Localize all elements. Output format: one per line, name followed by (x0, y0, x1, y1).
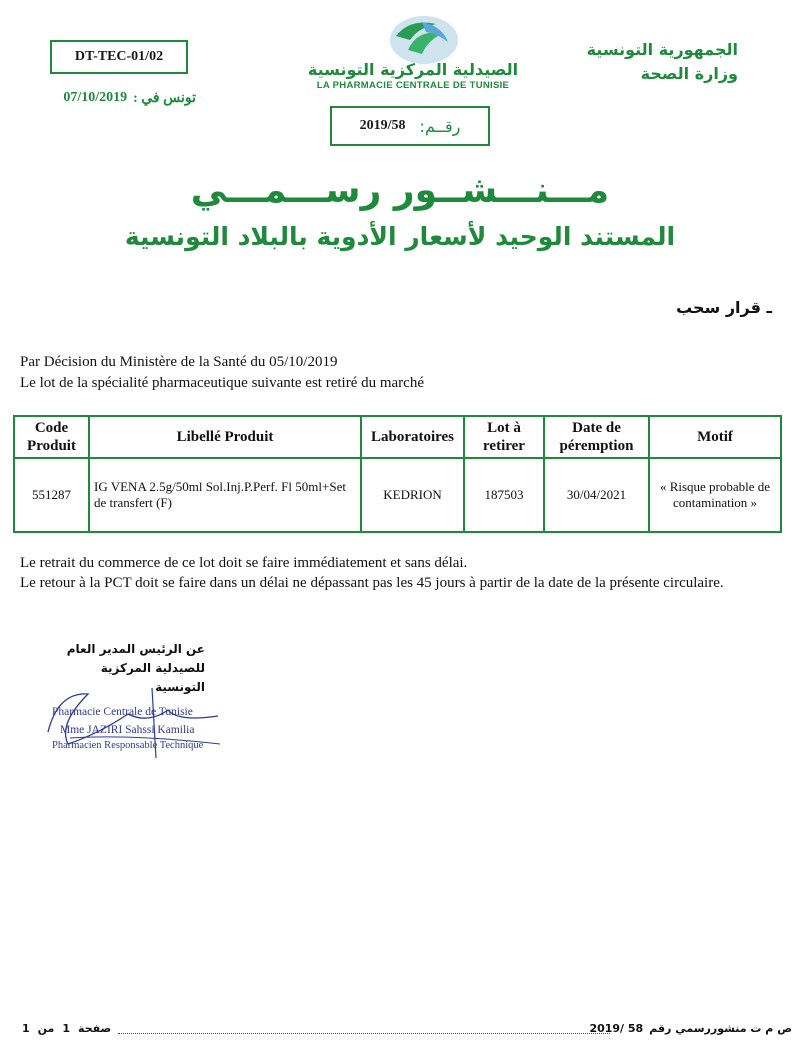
cell-libelle: IG VENA 2.5g/50ml Sol.Inj.P.Perf. Fl 50ml+Set de transfert (F) (89, 458, 361, 532)
footer-circular-number: 2019/ 58 (589, 1022, 644, 1035)
stamp-line-2: Mme JAZIRI Sahssi Kamilia (60, 724, 195, 736)
page-number: 1 (62, 1022, 71, 1035)
logo-name-fr: LA PHARMACIE CENTRALE DE TUNISIE (316, 80, 510, 91)
header-date: Date de péremption (544, 416, 649, 458)
withdrawal-notes (20, 553, 800, 593)
table-header-row (14, 416, 781, 458)
header-lot: Lot à retirer (464, 416, 544, 458)
signature-line-1: عن الرئيس المدير العام (66, 642, 205, 656)
cell-laboratoires: KEDRION (361, 458, 464, 532)
page-total: 1 (22, 1022, 30, 1035)
footer-circular-ref (589, 1022, 792, 1035)
header-code: Code Produit (14, 416, 89, 458)
page-of-label: من (37, 1022, 55, 1035)
page-indicator (22, 1022, 111, 1035)
government-heading (538, 38, 738, 86)
intro-text (20, 352, 780, 394)
page-label: صفحة (78, 1022, 112, 1035)
note-line-1: Le retrait du commerce de ce lot doit se faire immédiatement et sans délai. (20, 555, 468, 571)
republic-name: الجمهورية التونسية (586, 40, 738, 59)
circular-number-label: رقــم: (419, 116, 461, 136)
issue-date-label: تونس في : (133, 91, 196, 106)
withdrawal-table (13, 415, 782, 533)
cell-motif: « Risque probable de contamination » (649, 458, 781, 532)
circular-number-box (330, 106, 490, 146)
signature-line-2: للصيدلية المركزية التونسية (100, 661, 205, 694)
stamp-line-3: Pharmacien Responsable Technique (52, 740, 204, 751)
intro-line-1: Par Décision du Ministère de la Santé du 05/10/2019 (20, 354, 338, 370)
header-laboratoires: Laboratoires (361, 416, 464, 458)
note-line-2: Le retour à la PCT doit se faire dans un délai ne dépassant pas les 45 jours à partir de la date de la présente circulaire. (20, 575, 724, 591)
logo-name-ar: الصيدلية المركزية التونسية (307, 60, 519, 79)
responsible-stamp (40, 680, 230, 760)
circular-number-value: 2019/58 (359, 118, 406, 133)
decision-label: ـ قرار سحب (676, 298, 772, 317)
intro-line-2: Le lot de la spécialité pharmaceutique suivante est retiré du marché (20, 375, 424, 391)
ministry-name: وزارة الصحة (640, 64, 738, 83)
cell-lot: 187503 (464, 458, 544, 532)
footer-circular-label: ص م ت منشوررسمي رقم (649, 1022, 792, 1035)
footer-dotted-line (118, 1033, 610, 1034)
header-motif: Motif (649, 416, 781, 458)
issue-date (56, 90, 196, 107)
cell-code: 551287 (14, 458, 89, 532)
reference-code: DT-TEC-01/02 (50, 40, 188, 74)
cell-date: 30/04/2021 (544, 458, 649, 532)
header-libelle: Libellé Produit (89, 416, 361, 458)
document-title: مـــنـــشــور رســـمـــي (190, 170, 610, 211)
document-subtitle: المستند الوحيد لأسعار الأدوية بالبلاد التونسية (124, 222, 676, 251)
stamp-line-1: Pharmacie Centrale de Tunisie (52, 706, 193, 718)
issue-date-value: 07/10/2019 (63, 90, 128, 105)
table-row (14, 458, 781, 532)
